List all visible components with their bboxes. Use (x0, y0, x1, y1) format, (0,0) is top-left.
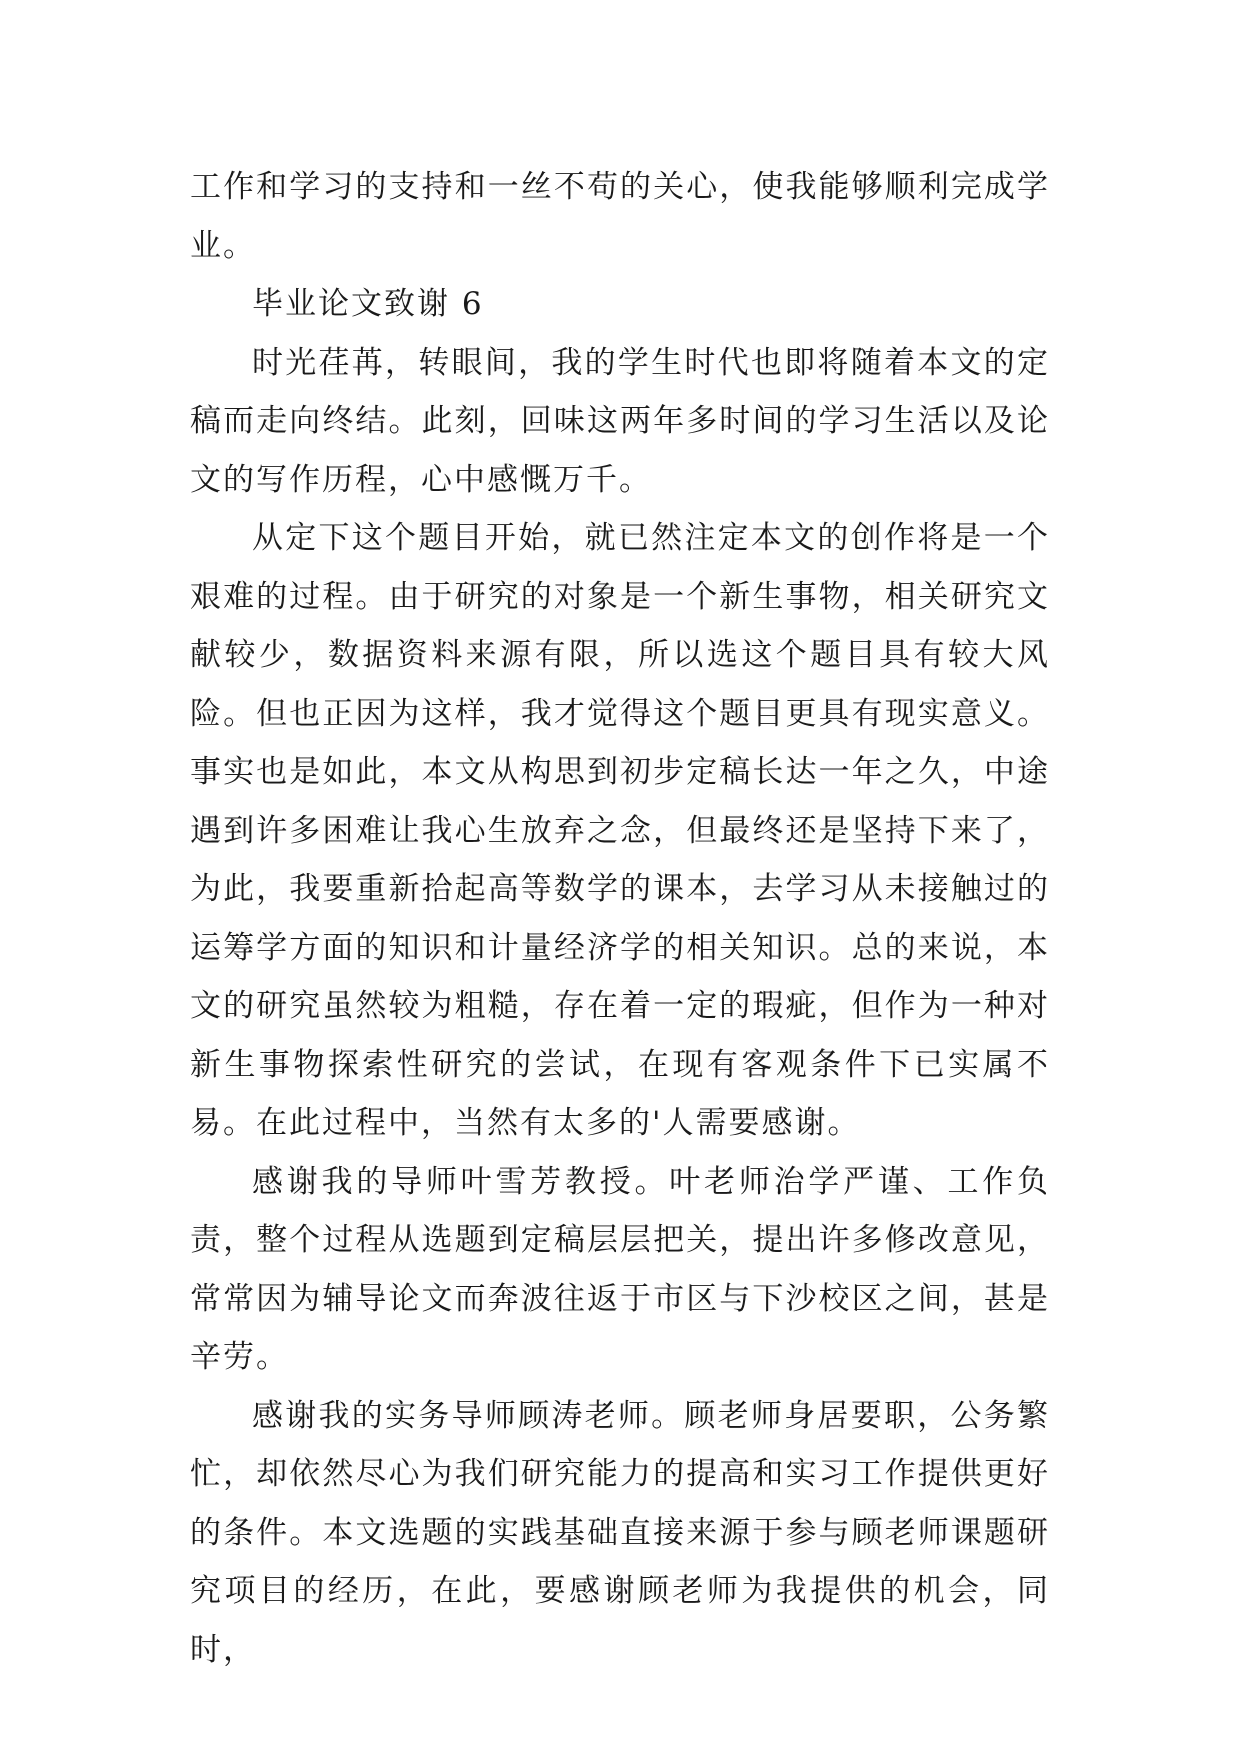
section-heading: 毕业论文致谢 6 (252, 286, 484, 322)
body-paragraph: 从定下这个题目开始，就已然注定本文的创作将是一个艰难的过程。由于研究的对象是一个新生事物，相关研究文献较少，数据资料来源有限，所以选这个题目具有较大风险。但也正因为这样，我才觉得这个题目更具有现实意义。事实也是如此，本文从构思到初步定稿长达一年之久，中途遇到许多困难让我心生放弃之念，但最终还是坚持下来了，为此，我要重新拾起高等数学的课本，去学习从未接触过的运筹学方面的知识和计量经济学的相关知识。总的来说，本文的研究虽然较为粗糙，存在着一定的瑕疵，但作为一种对新生事物探索性研究的尝试，在现有客观条件下已实属不易。在此过程中，当然有太多的'人需要感谢。 (190, 520, 1050, 1141)
body-paragraph: 时光荏苒，转眼间，我的学生时代也即将随着本文的定稿而走向终结。此刻，回味这两年多时间的学习生活以及论文的写作历程，心中感慨万千。 (190, 344, 1050, 498)
body-paragraph: 感谢我的导师叶雪芳教授。叶老师治学严谨、工作负责，整个过程从选题到定稿层层把关，提出许多修改意见，常常因为辅导论文而奔波往返于市区与下沙校区之间，甚是辛劳。 (190, 1163, 1050, 1375)
body-paragraph: 感谢我的实务导师顾涛老师。顾老师身居要职，公务繁忙，却依然尽心为我们研究能力的提高和实习工作提供更好的条件。本文选题的实践基础直接来源于参与顾老师课题研究项目的经历，在此，要感谢顾老师为我提供的机会，同时， (190, 1397, 1050, 1668)
document-body (190, 158, 1050, 1679)
continuation-paragraph: 工作和学习的支持和一丝不苟的关心，使我能够顺利完成学业。 (190, 169, 1050, 264)
